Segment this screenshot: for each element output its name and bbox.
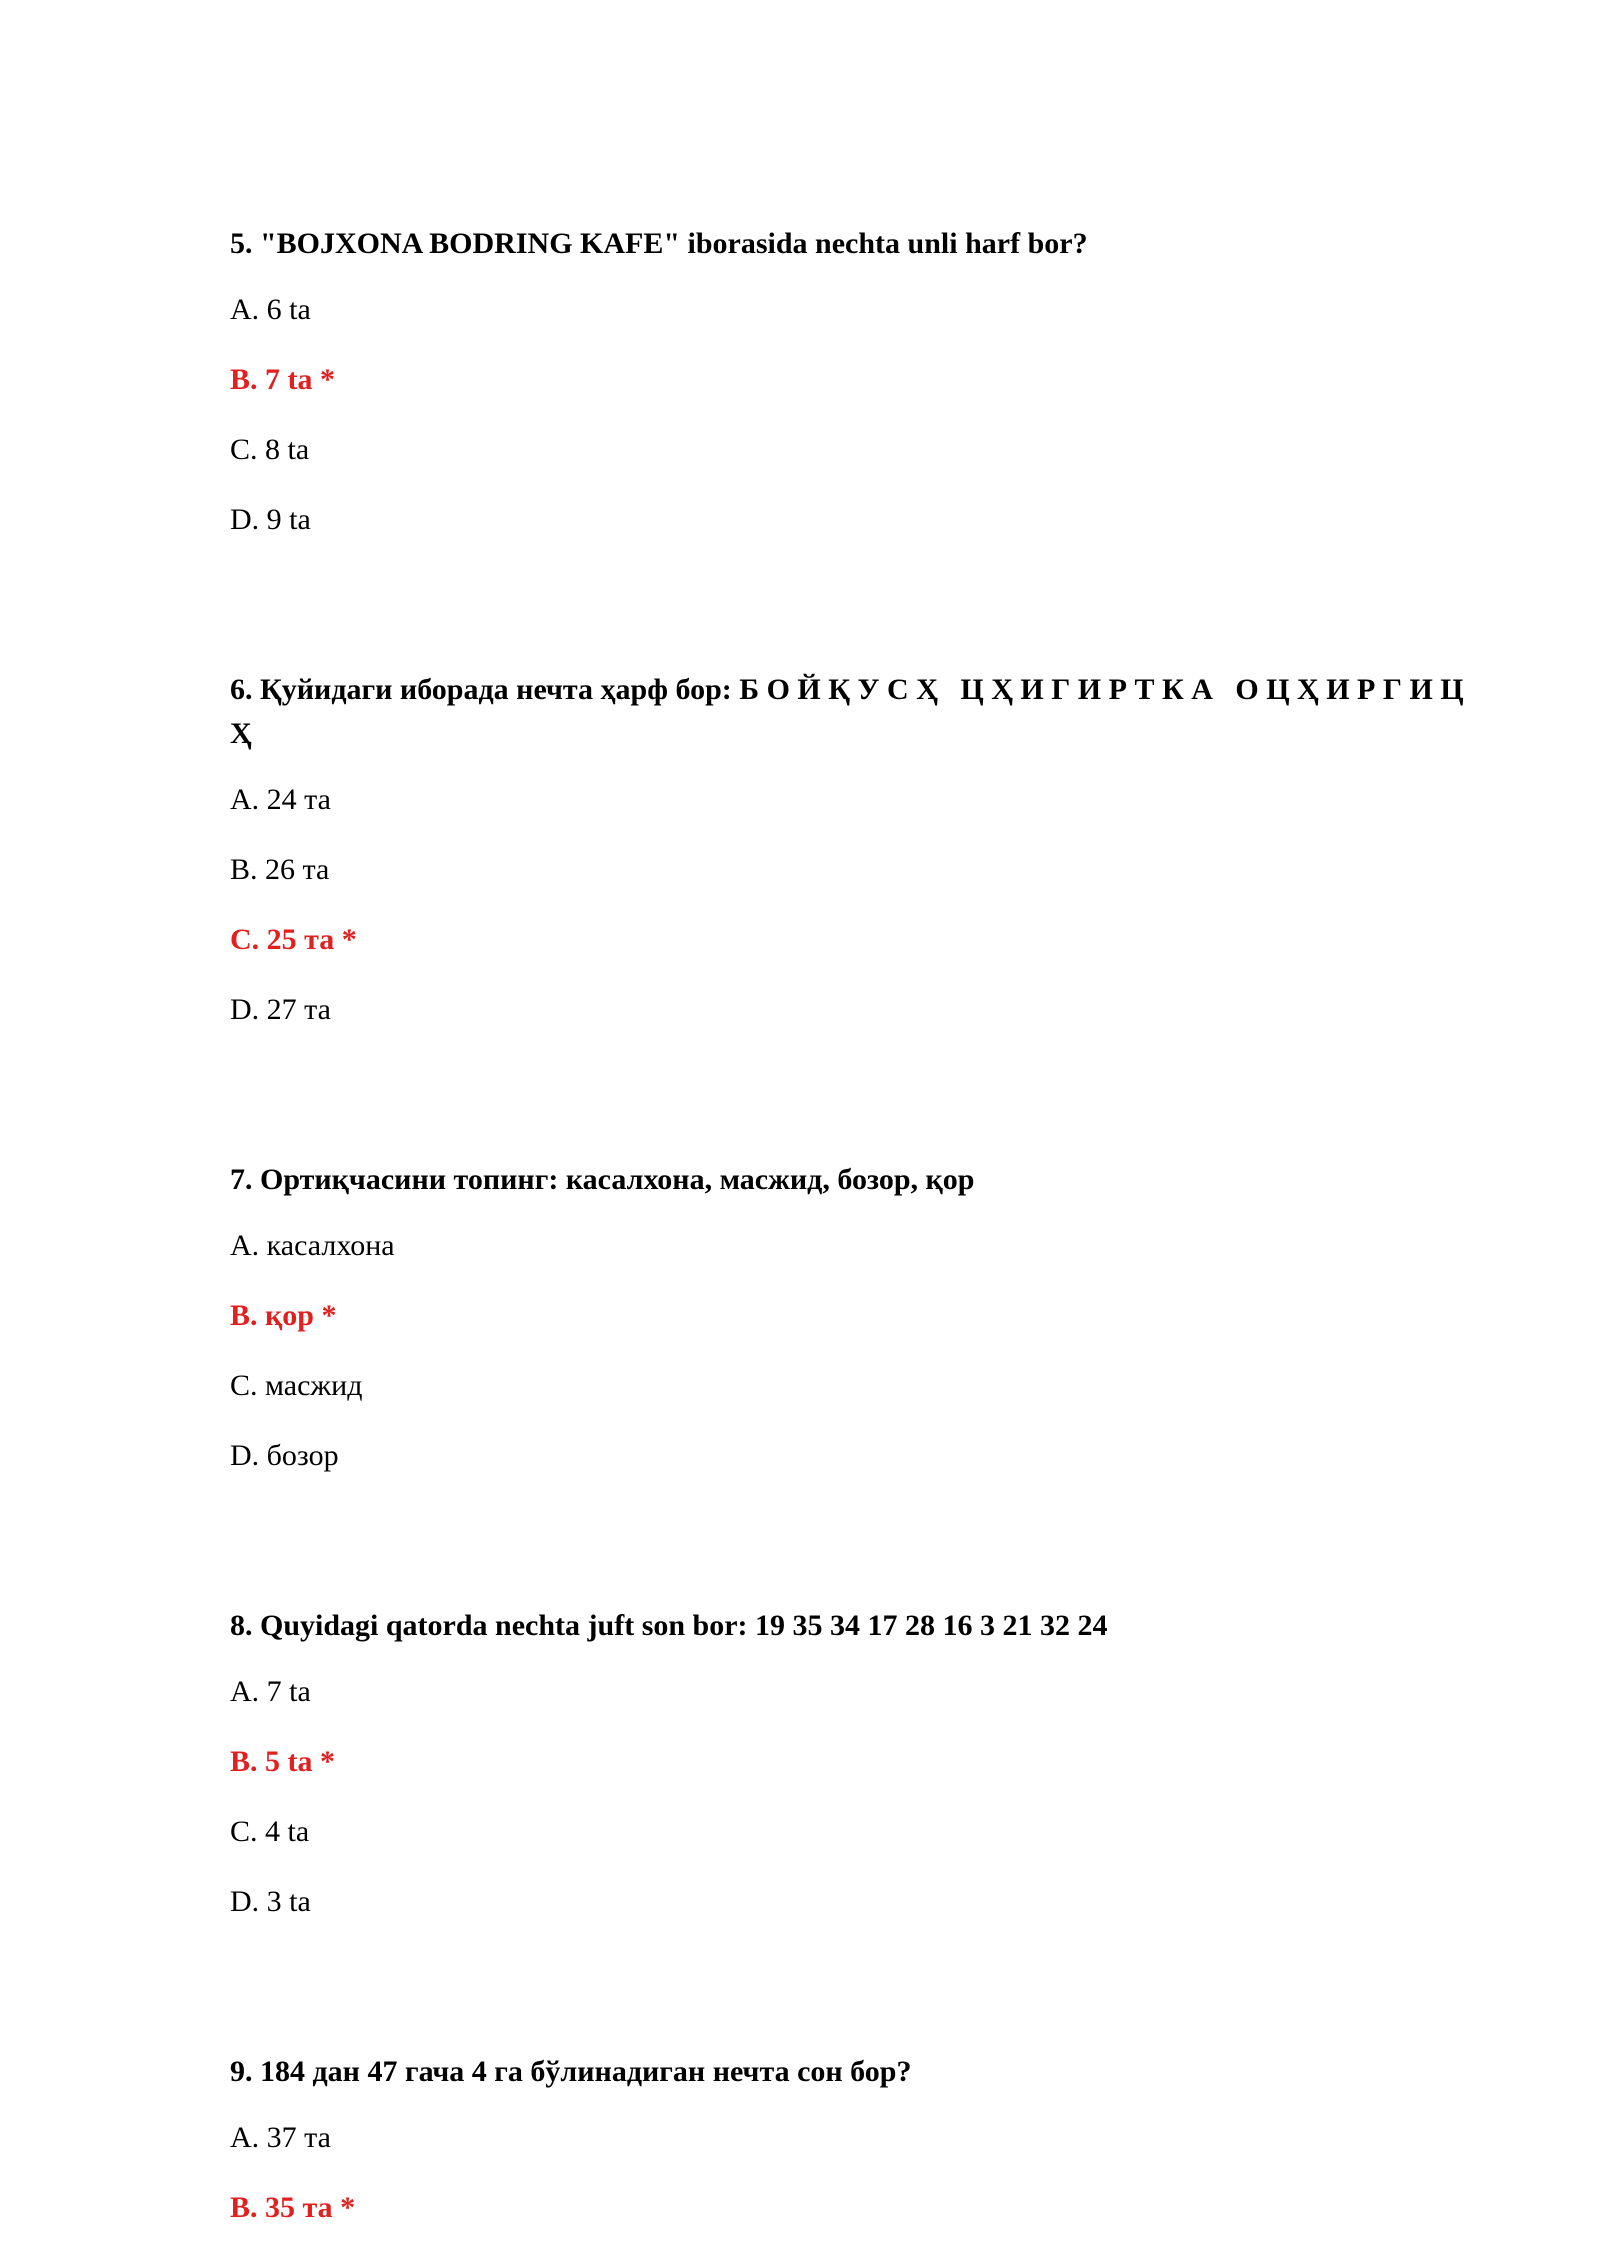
question-8 bbox=[230, 1604, 1490, 1920]
option-c: C. 4 ta bbox=[230, 1815, 310, 1848]
spacer bbox=[230, 572, 1490, 668]
spacer bbox=[230, 1954, 1490, 2050]
option-a: A. 6 ta bbox=[230, 293, 311, 326]
question-7 bbox=[230, 1158, 1490, 1474]
option-d: D. 27 та bbox=[230, 993, 331, 1026]
question-title: 7. Ортиқчасини топинг: касалхона, масжид, бозор, қор bbox=[230, 1163, 975, 1196]
document-page bbox=[230, 222, 1490, 2260]
option-c: C. 8 ta bbox=[230, 433, 310, 466]
option-b-correct: B. қор * bbox=[230, 1299, 337, 1332]
spacer bbox=[230, 1062, 1490, 1158]
question-title: 9. 184 дан 47 гача 4 га бўлинадиган нечта сон бор? bbox=[230, 2055, 912, 2088]
question-9 bbox=[230, 2050, 1490, 2226]
option-d: D. 3 ta bbox=[230, 1885, 311, 1918]
option-a: A. 37 та bbox=[230, 2121, 331, 2154]
spacer bbox=[230, 1508, 1490, 1604]
option-d: D. бозор bbox=[230, 1439, 339, 1472]
option-a: A. 24 та bbox=[230, 783, 331, 816]
option-a: A. касалхона bbox=[230, 1229, 395, 1262]
option-b-correct: B. 7 ta * bbox=[230, 363, 335, 396]
question-title: 6. Қуйидаги иборада нечта ҳарф бор: Б О Й Қ У С Ҳ Ц Ҳ И Г И Р Т К А О Ц Ҳ И Р Г И Ц Ҳ bbox=[230, 673, 1472, 750]
option-c: C. масжид bbox=[230, 1369, 363, 1402]
question-title: 5. "BOJXONA BODRING KAFE" iborasida nechta unli harf bor? bbox=[230, 227, 1088, 260]
option-b: B. 26 та bbox=[230, 853, 330, 886]
option-d: D. 9 ta bbox=[230, 503, 311, 536]
option-c-correct: C. 25 та * bbox=[230, 923, 357, 956]
option-b-correct: B. 35 та * bbox=[230, 2191, 356, 2224]
question-6 bbox=[230, 668, 1490, 1028]
option-b-correct: B. 5 ta * bbox=[230, 1745, 335, 1778]
option-a: A. 7 ta bbox=[230, 1675, 311, 1708]
question-title: 8. Quyidagi qatorda nechta juft son bor: 19 35 34 17 28 16 3 21 32 24 bbox=[230, 1609, 1108, 1642]
question-5 bbox=[230, 222, 1490, 538]
